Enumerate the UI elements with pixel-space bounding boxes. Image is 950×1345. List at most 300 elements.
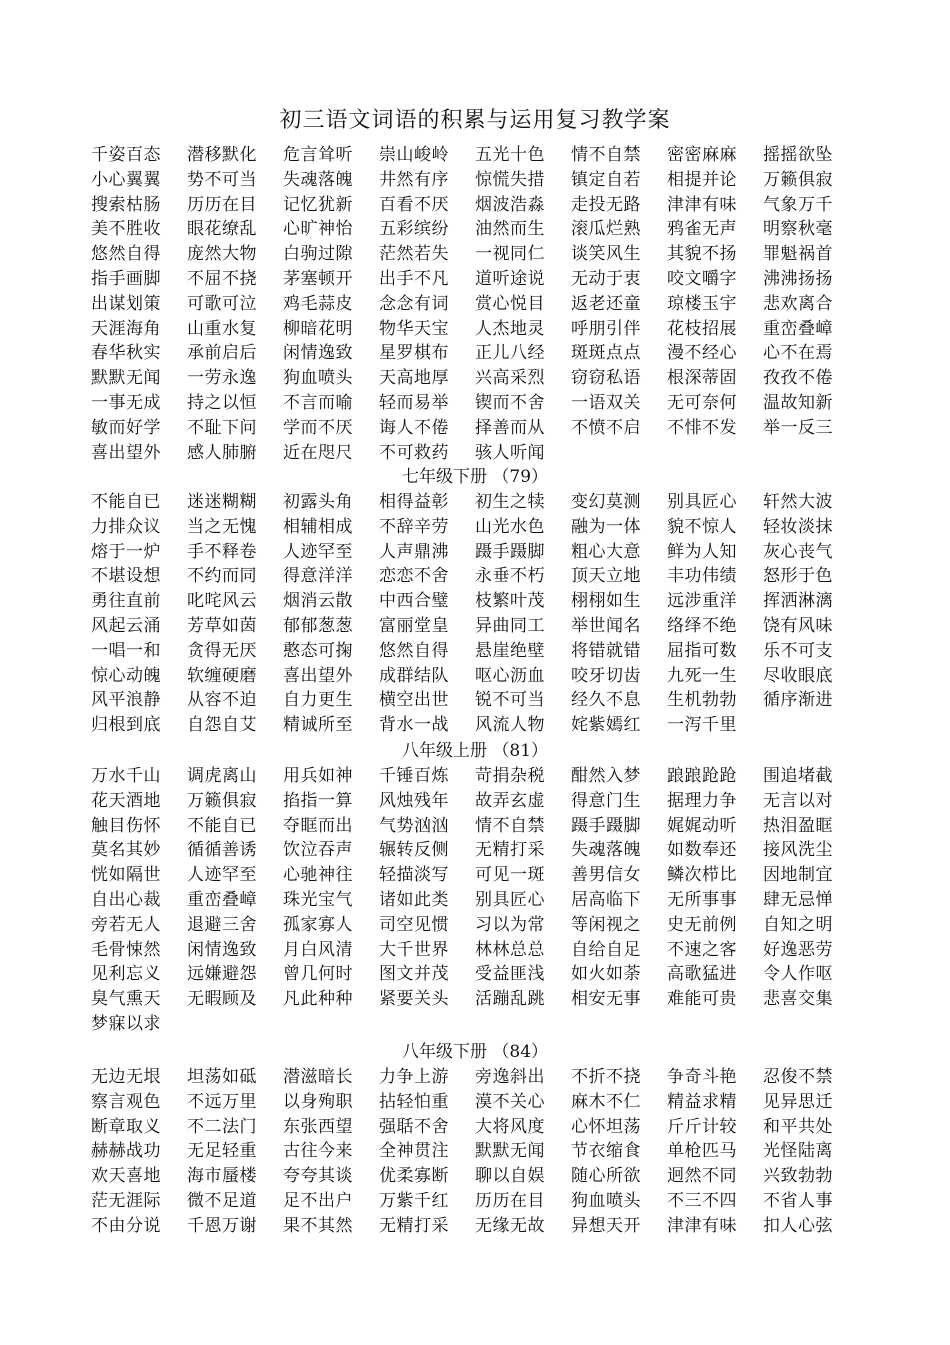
word-cell: 心怀坦荡 xyxy=(571,1116,641,1137)
word-cell: 谈笑风生 xyxy=(571,244,641,265)
word-cell: 可歌可泣 xyxy=(187,293,257,314)
word-cell: 庞然大物 xyxy=(187,244,257,265)
section-intro xyxy=(91,143,851,465)
word-cell: 富丽堂皇 xyxy=(379,615,449,636)
word-cell: 人声鼎沸 xyxy=(379,541,449,562)
word-cell: 调虎离山 xyxy=(187,766,257,786)
section-heading-8b: 八年级下册 （84） xyxy=(401,1042,549,1062)
word-cell: 其貌不扬 xyxy=(667,244,737,265)
word-cell: 优柔寡断 xyxy=(379,1166,449,1187)
word-cell: 一视同仁 xyxy=(475,244,545,265)
word-cell: 微不足道 xyxy=(187,1190,257,1211)
word-row xyxy=(91,589,851,614)
word-cell: 司空见惯 xyxy=(379,914,449,935)
word-row xyxy=(91,366,851,391)
word-cell: 酣然入梦 xyxy=(571,766,641,786)
word-cell: 万水千山 xyxy=(91,766,161,786)
word-cell: 林林总总 xyxy=(475,939,545,960)
word-cell: 失魂落魄 xyxy=(283,169,353,190)
word-cell: 罪魁祸首 xyxy=(763,244,833,265)
word-cell: 鸡毛蒜皮 xyxy=(283,293,353,314)
word-cell: 择善而从 xyxy=(475,417,545,438)
word-cell: 熔于一炉 xyxy=(91,541,161,562)
word-cell: 灰心丧气 xyxy=(763,541,833,562)
word-cell: 远嫌避怨 xyxy=(187,964,257,985)
word-row xyxy=(91,193,851,218)
word-cell: 莫名其妙 xyxy=(91,840,161,861)
word-cell: 经久不息 xyxy=(571,690,641,711)
word-cell: 察言观色 xyxy=(91,1091,161,1112)
word-cell: 相安无事 xyxy=(571,989,641,1010)
word-cell: 断章取义 xyxy=(91,1116,161,1137)
word-cell: 图文并茂 xyxy=(379,964,449,985)
word-cell: 自知之明 xyxy=(763,914,833,935)
word-cell: 敏而好学 xyxy=(91,417,161,438)
word-cell: 毛骨悚然 xyxy=(91,939,161,960)
word-cell: 不悱不发 xyxy=(667,417,737,438)
word-cell: 得意门生 xyxy=(571,790,641,811)
word-cell: 曾几何时 xyxy=(283,964,353,985)
word-cell: 举世闻名 xyxy=(571,615,641,636)
word-cell: 一事无成 xyxy=(91,392,161,413)
word-cell: 枝繁叶茂 xyxy=(475,591,545,612)
word-cell: 如数奉还 xyxy=(667,840,737,861)
word-cell: 风起云涌 xyxy=(91,615,161,636)
word-row xyxy=(91,688,851,713)
word-cell: 迥然不同 xyxy=(667,1166,737,1187)
word-cell: 无暇顾及 xyxy=(187,989,257,1010)
word-cell: 无缘无故 xyxy=(475,1215,545,1236)
word-cell: 根深蒂固 xyxy=(667,368,737,389)
word-cell: 兴致勃勃 xyxy=(763,1166,833,1187)
word-row xyxy=(91,317,851,342)
word-cell: 举一反三 xyxy=(763,417,833,438)
word-cell: 赏心悦目 xyxy=(475,293,545,314)
word-cell: 美不胜收 xyxy=(91,219,161,240)
word-cell: 触目伤怀 xyxy=(91,815,161,836)
word-cell: 不约而同 xyxy=(187,566,257,587)
word-cell: 背水一战 xyxy=(379,715,449,736)
word-cell: 油然而生 xyxy=(475,219,545,240)
word-cell: 归根到底 xyxy=(91,715,161,736)
word-cell: 万籁俱寂 xyxy=(187,790,257,811)
word-cell: 轻描淡写 xyxy=(379,865,449,886)
word-cell: 斤斤计较 xyxy=(667,1116,737,1137)
word-cell: 因地制宜 xyxy=(763,865,833,886)
word-row xyxy=(91,564,851,589)
word-row xyxy=(91,814,851,839)
word-row xyxy=(91,1090,851,1115)
word-cell: 不堪设想 xyxy=(91,566,161,587)
word-cell: 无边无垠 xyxy=(91,1067,161,1087)
word-cell: 五光十色 xyxy=(475,145,545,165)
word-cell: 出谋划策 xyxy=(91,293,161,314)
word-cell: 勇往直前 xyxy=(91,591,161,612)
word-cell: 心不在焉 xyxy=(763,343,833,364)
word-cell: 无精打采 xyxy=(475,840,545,861)
word-cell: 摇摇欲坠 xyxy=(763,145,833,165)
word-cell: 山光水色 xyxy=(475,516,545,537)
word-cell: 感人肺腑 xyxy=(187,442,257,463)
section-7b xyxy=(91,490,851,738)
word-cell: 聊以自娱 xyxy=(475,1166,545,1187)
word-cell: 无足轻重 xyxy=(187,1141,257,1162)
word-cell: 眼花缭乱 xyxy=(187,219,257,240)
word-cell: 窃窃私语 xyxy=(571,368,641,389)
word-cell: 憨态可掬 xyxy=(283,640,353,661)
word-cell: 风平浪静 xyxy=(91,690,161,711)
word-cell: 大将风度 xyxy=(475,1116,545,1137)
word-row xyxy=(91,168,851,193)
word-cell: 烟波浩淼 xyxy=(475,194,545,215)
word-row xyxy=(91,639,851,664)
word-row xyxy=(91,391,851,416)
word-row xyxy=(91,540,851,565)
word-cell: 明察秋毫 xyxy=(763,219,833,240)
word-row xyxy=(91,1189,851,1214)
word-cell: 活蹦乱跳 xyxy=(475,989,545,1010)
word-cell: 津津有味 xyxy=(667,1215,737,1236)
word-cell: 井然有序 xyxy=(379,169,449,190)
word-cell: 密密麻麻 xyxy=(667,145,737,165)
word-row xyxy=(91,1139,851,1164)
word-cell: 人迹罕至 xyxy=(187,865,257,886)
word-cell: 喜出望外 xyxy=(283,665,353,686)
word-cell: 蹑手蹑脚 xyxy=(571,815,641,836)
word-cell: 不速之客 xyxy=(667,939,737,960)
word-cell: 咬牙切齿 xyxy=(571,665,641,686)
word-row xyxy=(91,515,851,540)
word-cell: 不远万里 xyxy=(187,1091,257,1112)
word-cell: 迷迷糊糊 xyxy=(187,492,257,512)
section-8a xyxy=(91,764,851,1037)
word-cell: 春华秋实 xyxy=(91,343,161,364)
word-cell: 令人作呕 xyxy=(763,964,833,985)
word-cell: 呕心沥血 xyxy=(475,665,545,686)
word-cell: 滚瓜烂熟 xyxy=(571,219,641,240)
word-cell: 永垂不朽 xyxy=(475,566,545,587)
word-cell: 失魂落魄 xyxy=(571,840,641,861)
word-cell: 据理力争 xyxy=(667,790,737,811)
word-row xyxy=(91,242,851,267)
word-cell: 百看不厌 xyxy=(379,194,449,215)
word-cell: 天涯海角 xyxy=(91,318,161,339)
word-cell: 珠光宝气 xyxy=(283,889,353,910)
word-cell: 无言以对 xyxy=(763,790,833,811)
word-cell: 故弄玄虚 xyxy=(475,790,545,811)
word-row xyxy=(91,1164,851,1189)
word-cell: 琼楼玉宇 xyxy=(667,293,737,314)
word-cell: 一语双关 xyxy=(571,392,641,413)
word-cell: 狗血喷头 xyxy=(571,1190,641,1211)
word-cell: 白驹过隙 xyxy=(283,244,353,265)
word-row xyxy=(91,863,851,888)
word-cell: 斑斑点点 xyxy=(571,343,641,364)
word-cell: 柳暗花明 xyxy=(283,318,353,339)
word-cell: 气势汹汹 xyxy=(379,815,449,836)
word-cell: 不能自已 xyxy=(187,815,257,836)
word-cell: 自给自足 xyxy=(571,939,641,960)
word-cell: 喜出望外 xyxy=(91,442,161,463)
word-cell: 茫然若失 xyxy=(379,244,449,265)
word-cell: 丰功伟绩 xyxy=(667,566,737,587)
word-row xyxy=(91,838,851,863)
word-cell: 指手画脚 xyxy=(91,268,161,289)
word-cell: 足不出户 xyxy=(283,1190,353,1211)
word-cell: 粗心大意 xyxy=(571,541,641,562)
word-cell: 自力更生 xyxy=(283,690,353,711)
word-cell: 中西合璧 xyxy=(379,591,449,612)
word-cell: 节衣缩食 xyxy=(571,1141,641,1162)
word-cell: 蹑手蹑脚 xyxy=(475,541,545,562)
word-cell: 漠不关心 xyxy=(475,1091,545,1112)
word-cell: 光怪陆离 xyxy=(763,1141,833,1162)
word-cell: 千姿百态 xyxy=(91,145,161,165)
word-row xyxy=(91,713,851,738)
word-cell: 鳞次栉比 xyxy=(667,865,737,886)
word-cell: 以身殉职 xyxy=(283,1091,353,1112)
word-row xyxy=(91,664,851,689)
section-heading-8a: 八年级上册 （81） xyxy=(401,741,549,761)
word-cell: 麻木不仁 xyxy=(571,1091,641,1112)
word-cell: 从容不迫 xyxy=(187,690,257,711)
word-cell: 不能自已 xyxy=(91,492,161,512)
word-cell: 闲情逸致 xyxy=(283,343,353,364)
word-cell: 重峦叠嶂 xyxy=(187,889,257,910)
word-cell: 郁郁葱葱 xyxy=(283,615,353,636)
word-cell: 见异思迁 xyxy=(763,1091,833,1112)
word-cell: 循序渐进 xyxy=(763,690,833,711)
word-cell: 热泪盈眶 xyxy=(763,815,833,836)
word-cell: 出手不凡 xyxy=(379,268,449,289)
word-cell: 自怨自艾 xyxy=(187,715,257,736)
word-cell: 心旷神怡 xyxy=(283,219,353,240)
word-cell: 无动于衷 xyxy=(571,268,641,289)
word-row xyxy=(91,614,851,639)
word-row xyxy=(91,913,851,938)
word-cell: 风流人物 xyxy=(475,715,545,736)
word-cell: 镇定自若 xyxy=(571,169,641,190)
word-cell: 崇山峻岭 xyxy=(379,145,449,165)
word-cell: 道听途说 xyxy=(475,268,545,289)
word-row xyxy=(91,341,851,366)
word-cell: 全神贯注 xyxy=(379,1141,449,1162)
word-cell: 走投无路 xyxy=(571,194,641,215)
word-cell: 夺眶而出 xyxy=(283,815,353,836)
word-cell: 一唱一和 xyxy=(91,640,161,661)
word-cell: 月白风清 xyxy=(283,939,353,960)
word-cell: 强聒不舍 xyxy=(379,1116,449,1137)
word-cell: 默默无闻 xyxy=(91,368,161,389)
word-cell: 悠然自得 xyxy=(379,640,449,661)
word-row xyxy=(91,441,851,466)
word-cell: 咬文嚼字 xyxy=(667,268,737,289)
word-cell: 怒形于色 xyxy=(763,566,833,587)
word-cell: 辗转反侧 xyxy=(379,840,449,861)
word-cell: 臭气熏天 xyxy=(91,989,161,1010)
word-cell: 物华天宝 xyxy=(379,318,449,339)
word-cell: 接风洗尘 xyxy=(763,840,833,861)
word-cell: 悲欢离合 xyxy=(763,293,833,314)
word-cell: 万籁俱寂 xyxy=(763,169,833,190)
word-cell: 得意洋洋 xyxy=(283,566,353,587)
word-cell: 潜滋暗长 xyxy=(283,1067,353,1087)
word-cell: 变幻莫测 xyxy=(571,492,641,512)
word-cell: 不三不四 xyxy=(667,1190,737,1211)
word-cell: 芳草如茵 xyxy=(187,615,257,636)
word-cell: 返老还童 xyxy=(571,293,641,314)
word-cell: 五彩缤纷 xyxy=(379,219,449,240)
word-cell: 历历在目 xyxy=(187,194,257,215)
word-cell: 生机勃勃 xyxy=(667,690,737,711)
word-cell: 不可救药 xyxy=(379,442,449,463)
word-row xyxy=(91,1115,851,1140)
word-cell: 大千世界 xyxy=(379,939,449,960)
word-cell: 精益求精 xyxy=(667,1091,737,1112)
word-cell: 难能可贵 xyxy=(667,989,737,1010)
word-cell: 忍俊不禁 xyxy=(763,1067,833,1087)
word-cell: 念念有词 xyxy=(379,293,449,314)
word-cell: 屈指可数 xyxy=(667,640,737,661)
word-cell: 力排众议 xyxy=(91,516,161,537)
word-cell: 温故知新 xyxy=(763,392,833,413)
word-cell: 无所事事 xyxy=(667,889,737,910)
word-cell: 欢天喜地 xyxy=(91,1166,161,1187)
word-cell: 苛捐杂税 xyxy=(475,766,545,786)
word-row xyxy=(91,987,851,1012)
word-cell: 不耻下问 xyxy=(187,417,257,438)
word-cell: 烟消云散 xyxy=(283,591,353,612)
word-cell: 不省人事 xyxy=(763,1190,833,1211)
word-cell: 相提并论 xyxy=(667,169,737,190)
word-cell: 贪得无厌 xyxy=(187,640,257,661)
word-cell: 踉踉跄跄 xyxy=(667,766,737,786)
word-cell: 心驰神往 xyxy=(283,865,353,886)
word-cell: 万紫千红 xyxy=(379,1190,449,1211)
word-cell: 不辞辛劳 xyxy=(379,516,449,537)
word-cell: 一劳永逸 xyxy=(187,368,257,389)
word-cell: 重峦叠嶂 xyxy=(763,318,833,339)
word-cell: 天高地厚 xyxy=(379,368,449,389)
word-cell: 悬崖绝壁 xyxy=(475,640,545,661)
word-cell: 梦寐以求 xyxy=(91,1013,161,1034)
word-cell: 孤家寡人 xyxy=(283,914,353,935)
word-row xyxy=(91,143,851,168)
word-cell: 山重水复 xyxy=(187,318,257,339)
word-cell: 旁若无人 xyxy=(91,914,161,935)
word-cell: 力争上游 xyxy=(379,1067,449,1087)
word-row xyxy=(91,1065,851,1090)
word-cell: 饮泣吞声 xyxy=(283,840,353,861)
word-cell: 轻妆淡抹 xyxy=(763,516,833,537)
word-cell: 诸如此类 xyxy=(379,889,449,910)
word-cell: 挥洒淋漓 xyxy=(763,591,833,612)
word-row xyxy=(91,789,851,814)
word-cell: 记忆犹新 xyxy=(283,194,353,215)
word-row xyxy=(91,416,851,441)
word-cell: 恍如隔世 xyxy=(91,865,161,886)
word-cell: 赫赫战功 xyxy=(91,1141,161,1162)
word-cell: 娓娓动听 xyxy=(667,815,737,836)
word-cell: 闲情逸致 xyxy=(187,939,257,960)
word-row xyxy=(91,962,851,987)
word-cell: 手不释卷 xyxy=(187,541,257,562)
word-cell: 势不可当 xyxy=(187,169,257,190)
word-cell: 呼朋引伴 xyxy=(571,318,641,339)
word-cell: 姹紫嫣红 xyxy=(571,715,641,736)
word-cell: 络绎不绝 xyxy=(667,615,737,636)
word-cell: 锲而不舍 xyxy=(475,392,545,413)
word-cell: 异曲同工 xyxy=(475,615,545,636)
word-cell: 扣人心弦 xyxy=(763,1215,833,1236)
word-row xyxy=(91,292,851,317)
word-cell: 狗血喷头 xyxy=(283,368,353,389)
word-cell: 受益匪浅 xyxy=(475,964,545,985)
word-cell: 持之以恒 xyxy=(187,392,257,413)
word-cell: 津津有味 xyxy=(667,194,737,215)
word-cell: 悠然自得 xyxy=(91,244,161,265)
word-cell: 一泻千里 xyxy=(667,715,737,736)
word-cell: 情不自禁 xyxy=(571,145,641,165)
word-cell: 不言而喻 xyxy=(283,392,353,413)
word-cell: 等闲视之 xyxy=(571,914,641,935)
word-cell: 不折不挠 xyxy=(571,1067,641,1087)
document-title: 初三语文词语的积累与运用复习教学案 xyxy=(279,108,671,133)
word-cell: 用兵如神 xyxy=(283,766,353,786)
word-cell: 顶天立地 xyxy=(571,566,641,587)
word-cell: 危言耸听 xyxy=(283,145,353,165)
word-cell: 饶有风味 xyxy=(763,615,833,636)
word-cell: 肆无忌惮 xyxy=(763,889,833,910)
word-cell: 孜孜不倦 xyxy=(763,368,833,389)
word-cell: 横空出世 xyxy=(379,690,449,711)
word-cell: 精诚所至 xyxy=(283,715,353,736)
word-row xyxy=(91,1214,851,1239)
word-cell: 茫无涯际 xyxy=(91,1190,161,1211)
word-cell: 好逸恶劳 xyxy=(763,939,833,960)
word-cell: 融为一体 xyxy=(571,516,641,537)
word-row xyxy=(91,888,851,913)
word-cell: 情不自禁 xyxy=(475,815,545,836)
word-cell: 自出心裁 xyxy=(91,889,161,910)
word-cell: 夸夸其谈 xyxy=(283,1166,353,1187)
word-cell: 风烛残年 xyxy=(379,790,449,811)
word-cell: 鸦雀无声 xyxy=(667,219,737,240)
word-cell: 轻而易举 xyxy=(379,392,449,413)
word-cell: 将错就错 xyxy=(571,640,641,661)
word-cell: 不愤不启 xyxy=(571,417,641,438)
word-row xyxy=(91,490,851,515)
word-cell: 骇人听闻 xyxy=(475,442,545,463)
word-cell: 花枝招展 xyxy=(667,318,737,339)
word-cell: 东张西望 xyxy=(283,1116,353,1137)
word-cell: 鲜为人知 xyxy=(667,541,737,562)
word-cell: 人杰地灵 xyxy=(475,318,545,339)
word-cell: 茅塞顿开 xyxy=(283,268,353,289)
word-cell: 相辅相成 xyxy=(283,516,353,537)
word-cell: 惊慌失措 xyxy=(475,169,545,190)
word-cell: 远涉重洋 xyxy=(667,591,737,612)
word-cell: 栩栩如生 xyxy=(571,591,641,612)
word-cell: 轩然大波 xyxy=(763,492,833,512)
word-cell: 九死一生 xyxy=(667,665,737,686)
word-row xyxy=(91,267,851,292)
word-cell: 小心翼翼 xyxy=(91,169,161,190)
word-cell: 不屈不挠 xyxy=(187,268,257,289)
word-cell: 兴高采烈 xyxy=(475,368,545,389)
word-cell: 叱咤风云 xyxy=(187,591,257,612)
word-cell: 潜移默化 xyxy=(187,145,257,165)
